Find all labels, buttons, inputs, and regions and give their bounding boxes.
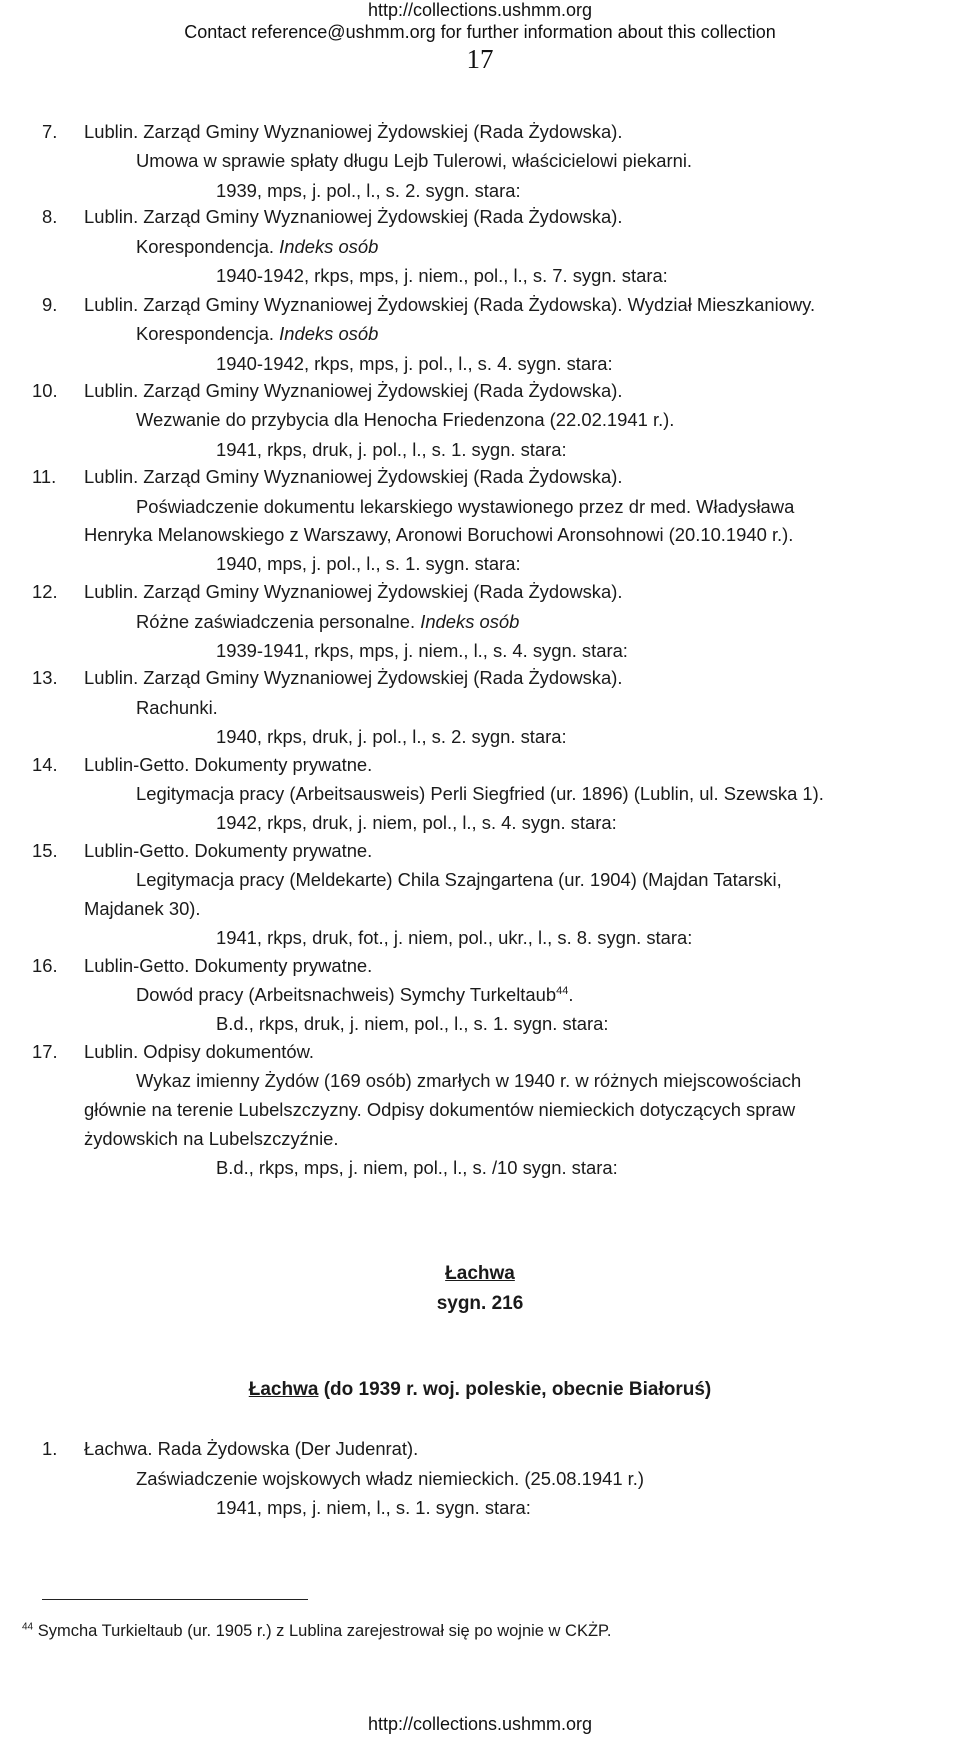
entry-7-title bbox=[42, 121, 622, 143]
entry-11-description-cont: Henryka Melanowskiego z Warszawy, Aronowi Boruchowi Aronsohnowi (20.10.1940 r.). bbox=[84, 524, 794, 545]
entry-11-description: Poświadczenie dokumentu lekarskiego wystawionego przez dr med. Władysława bbox=[136, 496, 795, 517]
entry-16-title bbox=[32, 955, 372, 977]
entry-14-title bbox=[32, 754, 372, 776]
entry-15-title bbox=[32, 840, 372, 862]
entry-number: 8. bbox=[42, 206, 58, 227]
entry-13-description: Rachunki. bbox=[136, 697, 218, 718]
entry-heading: Lublin. Zarząd Gminy Wyznaniowej Żydowskiej (Rada Żydowska). bbox=[84, 667, 623, 688]
header-url[interactable]: http://collections.ushmm.org bbox=[367, 0, 593, 20]
entry-heading: Lublin-Getto. Dokumenty prywatne. bbox=[84, 754, 373, 775]
entry-11-details: 1940, mps, j. pol., l., s. 1. sygn. stara: bbox=[216, 553, 521, 574]
entry-number: 15. bbox=[32, 840, 58, 861]
description-text: Korespondencja. bbox=[136, 236, 275, 257]
entry-heading: Lublin-Getto. Dokumenty prywatne. bbox=[84, 840, 373, 861]
entry-17-details: B.d., rkps, mps, j. niem, pol., l., s. /10 sygn. stara: bbox=[216, 1157, 618, 1178]
index-note: Indeks osób bbox=[279, 236, 379, 257]
entry-number: 10. bbox=[32, 380, 58, 401]
entry-12-description bbox=[136, 611, 519, 633]
entry-number: 9. bbox=[42, 294, 58, 315]
entry-10-title bbox=[32, 380, 622, 402]
entry-15-description: Legitymacja pracy (Meldekarte) Chila Szajngartena (ur. 1904) (Majdan Tatarski, bbox=[136, 869, 782, 890]
entry-16-description bbox=[136, 984, 573, 1006]
footnote-text: Symcha Turkieltaub (ur. 1905 r.) z Lublina zarejestrował się po wojnie w CKŻP. bbox=[33, 1622, 612, 1640]
subtitle-place: Łachwa bbox=[248, 1379, 319, 1400]
entry-10-details: 1941, rkps, druk, j. pol., l., s. 1. sygn. stara: bbox=[216, 439, 567, 460]
entry-7-details: 1939, mps, j. pol., l., s. 2. sygn. stara: bbox=[216, 180, 521, 201]
entry-heading: Lublin. Zarząd Gminy Wyznaniowej Żydowskiej (Rada Żydowska). bbox=[84, 466, 623, 487]
entry-16-details: B.d., rkps, druk, j. niem, pol., l., s. 1. sygn. stara: bbox=[216, 1013, 609, 1034]
entry-9-title bbox=[42, 294, 815, 316]
entry-heading: Lublin. Zarząd Gminy Wyznaniowej Żydowskiej (Rada Żydowska). bbox=[84, 380, 623, 401]
lachwa-entry-1-title bbox=[42, 1438, 418, 1460]
entry-number: 11. bbox=[32, 466, 57, 487]
entry-9-description bbox=[136, 323, 378, 345]
entry-heading: Lublin-Getto. Dokumenty prywatne. bbox=[84, 955, 373, 976]
entry-heading: Lublin. Zarząd Gminy Wyznaniowej Żydowskiej (Rada Żydowska). Wydział Mieszkaniowy. bbox=[84, 294, 816, 315]
entry-17-description: Wykaz imienny Żydów (169 osób) zmarłych w 1940 r. w różnych miejscowościach bbox=[136, 1070, 802, 1091]
description-text: Różne zaświadczenia personalne. bbox=[136, 611, 416, 632]
entry-17-description-cont: głównie na terenie Lubelszczyzny. Odpisy dokumentów niemieckich dotyczących spraw bbox=[84, 1099, 796, 1120]
entry-number: 12. bbox=[32, 581, 58, 602]
entry-number: 16. bbox=[32, 955, 58, 976]
entry-8-details: 1940-1942, rkps, mps, j. niem., pol., l., s. 7. sygn. stara: bbox=[216, 265, 668, 286]
entry-17-title bbox=[32, 1041, 314, 1063]
entry-14-description: Legitymacja pracy (Arbeitsausweis) Perli Siegfried (ur. 1896) (Lublin, ul. Szewska 1). bbox=[136, 783, 824, 804]
lachwa-entry-1-details: 1941, mps, j. niem, l., s. 1. sygn. stara: bbox=[216, 1497, 531, 1518]
footnote-number: 44 bbox=[22, 1621, 34, 1633]
section-signature: sygn. 216 bbox=[436, 1293, 524, 1314]
entry-heading: Łachwa. Rada Żydowska (Der Judenrat). bbox=[84, 1438, 419, 1459]
entry-12-title bbox=[32, 581, 622, 603]
entry-7-description: Umowa w sprawie spłaty długu Lejb Tulerowi, właścicielowi piekarni. bbox=[136, 150, 693, 171]
entry-8-title bbox=[42, 206, 622, 228]
entry-heading: Lublin. Zarząd Gminy Wyznaniowej Żydowskiej (Rada Żydowska). bbox=[84, 581, 623, 602]
section-subtitle bbox=[0, 1379, 960, 1401]
entry-heading: Lublin. Zarząd Gminy Wyznaniowej Żydowskiej (Rada Żydowska). bbox=[84, 121, 623, 142]
description-text: Dowód pracy (Arbeitsnachweis) Symchy Turkeltaub bbox=[136, 984, 557, 1005]
footnote bbox=[22, 1622, 612, 1641]
entry-8-description bbox=[136, 236, 378, 258]
entry-17-description-cont2: żydowskich na Lubelszczyźnie. bbox=[84, 1128, 339, 1149]
entry-number: 13. bbox=[32, 667, 58, 688]
entry-13-details: 1940, rkps, druk, j. pol., l., s. 2. sygn. stara: bbox=[216, 726, 567, 747]
entry-9-details: 1940-1942, rkps, mps, j. pol., l., s. 4. sygn. stara: bbox=[216, 353, 613, 374]
entry-heading: Lublin. Odpisy dokumentów. bbox=[84, 1041, 315, 1062]
entry-number: 1. bbox=[42, 1438, 58, 1459]
lachwa-entry-1-description: Zaświadczenie wojskowych władz niemieckich. (25.08.1941 r.) bbox=[136, 1468, 645, 1489]
entry-13-title bbox=[32, 667, 622, 689]
entry-15-description-cont: Majdanek 30). bbox=[84, 898, 201, 919]
entry-15-details: 1941, rkps, druk, fot., j. niem, pol., ukr., l., s. 8. sygn. stara: bbox=[216, 927, 693, 948]
subtitle-rest: (do 1939 r. woj. poleskie, obecnie Białoruś) bbox=[318, 1379, 712, 1400]
footnote-ref[interactable]: 44 bbox=[556, 984, 569, 997]
index-note: Indeks osób bbox=[279, 323, 379, 344]
entry-14-details: 1942, rkps, druk, j. niem, pol., l., s. 4. sygn. stara: bbox=[216, 812, 617, 833]
entry-heading: Lublin. Zarząd Gminy Wyznaniowej Żydowskiej (Rada Żydowska). bbox=[84, 206, 623, 227]
entry-10-description: Wezwanie do przybycia dla Henocha Friedenzona (22.02.1941 r.). bbox=[136, 409, 675, 430]
entry-number: 17. bbox=[32, 1041, 58, 1062]
footnote-divider bbox=[42, 1599, 308, 1600]
section-title: Łachwa bbox=[445, 1263, 515, 1284]
entry-number: 7. bbox=[42, 121, 58, 142]
description-end: . bbox=[568, 984, 574, 1005]
index-note: Indeks osób bbox=[420, 611, 520, 632]
entry-11-title bbox=[32, 466, 622, 488]
footer-url[interactable]: http://collections.ushmm.org bbox=[367, 1714, 593, 1734]
header-contact-line: Contact reference@ushmm.org for further information about this collection bbox=[184, 22, 776, 42]
description-text: Korespondencja. bbox=[136, 323, 275, 344]
entry-number: 14. bbox=[32, 754, 58, 775]
entry-12-details: 1939-1941, rkps, mps, j. niem., l., s. 4. sygn. stara: bbox=[216, 640, 628, 661]
page-number: 17 bbox=[466, 44, 494, 74]
